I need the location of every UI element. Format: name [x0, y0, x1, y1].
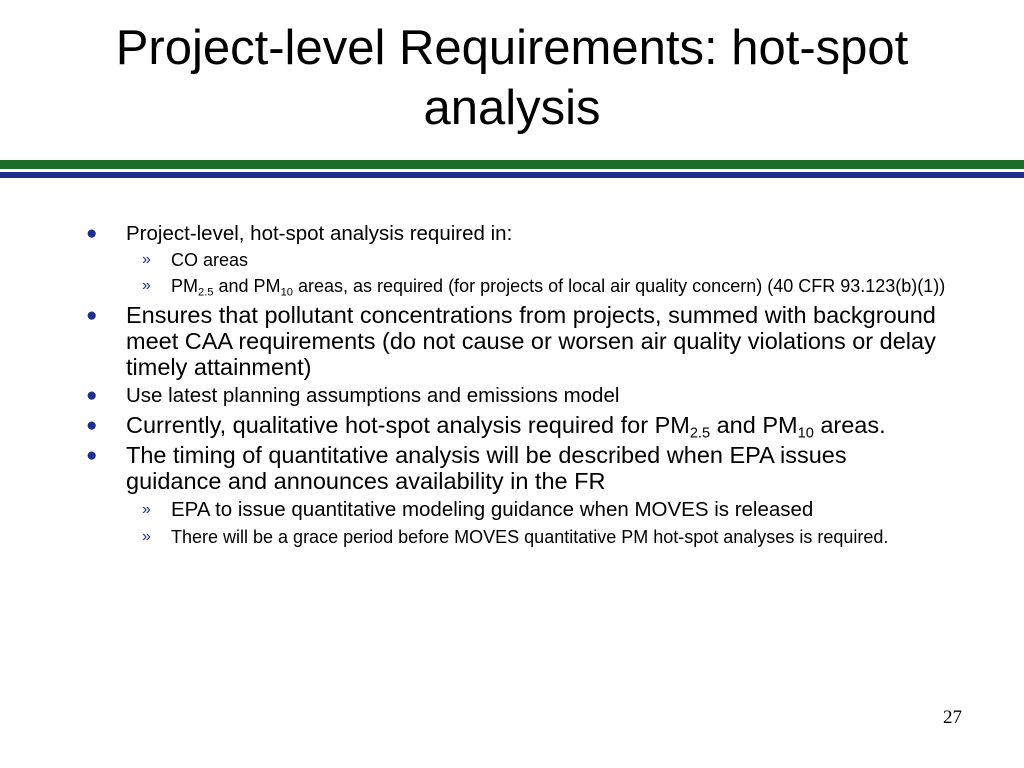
- bullet-latest-assumptions: [86, 384, 946, 408]
- sub-bullet-co-areas: [86, 250, 946, 270]
- bullet-icon: ●: [86, 223, 98, 244]
- bullet-ensures-concentrations: [86, 302, 946, 380]
- bullet-icon: ●: [86, 445, 98, 466]
- bullet-text: Ensures that pollutant concentrations from projects, summed with background meet CAA requirements (do not cause or worsen air quality violations or delay timely attainment): [126, 302, 936, 380]
- slide-title: Project-level Requirements: hot-spot analysis: [115, 21, 909, 135]
- bullet-icon: ●: [86, 385, 98, 406]
- and-pm-text: and PM: [710, 412, 798, 438]
- pm25-subscript: 2.5: [198, 286, 214, 299]
- sub-bullet-pm-areas: [86, 276, 946, 299]
- pm25-subscript: 2.5: [689, 425, 711, 442]
- pm10-subscript: 10: [797, 425, 814, 442]
- qualitative-text: Currently, qualitative hot-spot analysis required for PM: [126, 412, 690, 438]
- pm-areas-text: areas, as required (for projects of local air quality concern) (40 CFR 93.123(b)(1)): [292, 276, 946, 296]
- page-number: 27: [943, 707, 962, 728]
- bullet-text: Project-level, hot-spot analysis required in:: [126, 222, 513, 245]
- sub-bullet-icon: »: [142, 251, 151, 268]
- bullet-qualitative-analysis: [86, 412, 946, 442]
- bullet-text: The timing of quantitative analysis will be described when EPA issues guidance and announces availability in the FR: [126, 442, 847, 494]
- sub-bullet-text: There will be a grace period before MOVES quantitative PM hot-spot analyses is required.: [171, 527, 889, 547]
- sub-bullet-icon: »: [142, 528, 151, 545]
- bullet-quantitative-timing: [86, 442, 946, 494]
- and-pm-text: and PM: [213, 276, 281, 296]
- bullet-hotspot-required: [86, 222, 946, 246]
- sub-bullet-icon: »: [142, 501, 151, 518]
- bullet-text: Use latest planning assumptions and emissions model: [126, 384, 620, 407]
- sub-bullet-icon: »: [142, 277, 151, 294]
- green-divider: [0, 160, 1024, 169]
- pm-text: PM: [171, 276, 198, 296]
- blue-divider: [0, 172, 1024, 178]
- sub-bullet-moves-guidance: [86, 498, 946, 521]
- areas-text: areas.: [813, 412, 886, 438]
- bullet-icon: ●: [86, 305, 98, 326]
- pm10-subscript: 10: [280, 286, 293, 299]
- sub-bullet-text: EPA to issue quantitative modeling guidance when MOVES is released: [171, 498, 814, 521]
- sub-bullet-grace-period: [86, 527, 946, 547]
- sub-bullet-text: CO areas: [171, 250, 249, 270]
- bullet-list: [86, 222, 946, 553]
- bullet-icon: ●: [86, 415, 98, 436]
